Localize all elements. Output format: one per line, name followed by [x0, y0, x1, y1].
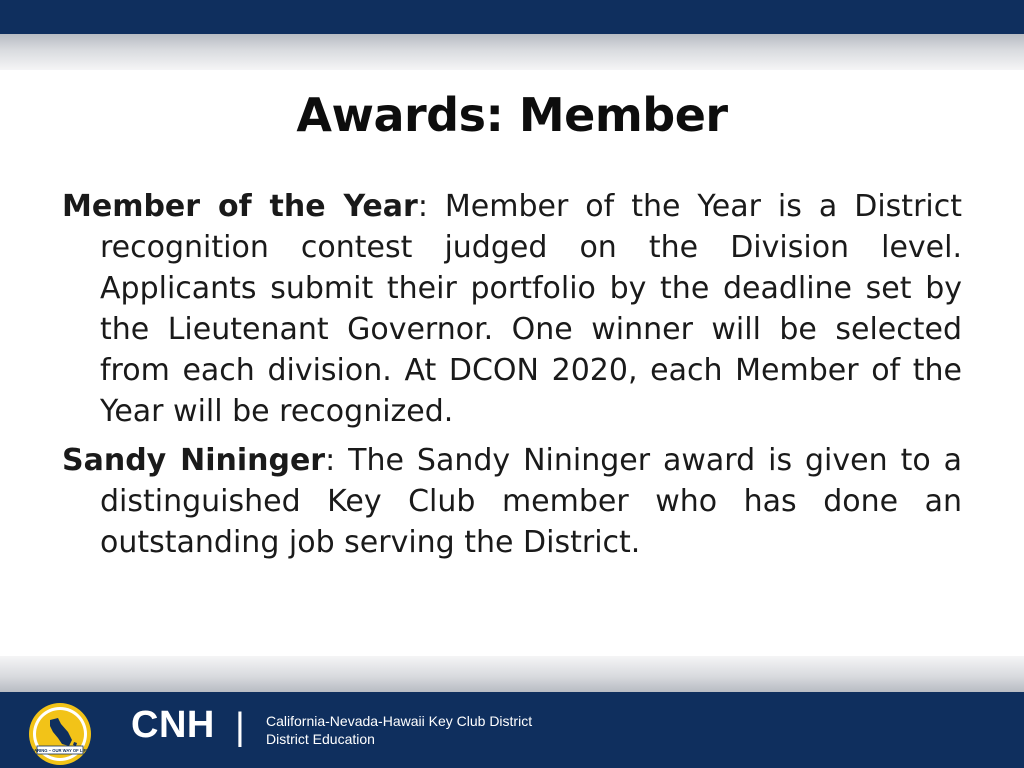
paragraph-sandy-nininger: [62, 440, 962, 563]
paragraph-label: Sandy Nininger: [62, 443, 326, 478]
slide-title: Awards: Member: [296, 88, 728, 142]
district-name: California-Nevada-Hawaii Key Club District: [266, 713, 533, 729]
paragraph-text: : Member of the Year is a District recognition contest judged on the Division level. Applicants submit their portfolio by the deadline set by the Lieutenant Governor. One winner will be selected from each division. At DCON 2020, each Member of the Year will be recognized.: [100, 189, 962, 429]
footer-bar: [0, 692, 1024, 768]
brand-separator: |: [235, 706, 245, 748]
department-name: District Education: [266, 731, 375, 747]
key-club-seal-icon: [28, 702, 92, 766]
bottom-gradient-band: [0, 656, 1024, 692]
top-gradient-band: [0, 34, 1024, 70]
paragraph-text: : The Sandy Nininger award is given to a distinguished Key Club member who has done an outstanding job serving the District.: [100, 443, 963, 560]
footer-text: [266, 712, 532, 748]
paragraph-label: Member of the Year: [62, 189, 418, 224]
top-bar: [0, 0, 1024, 34]
brand-logo: CNH: [131, 704, 215, 746]
slide-body: [62, 186, 962, 571]
paragraph-member-of-the-year: [62, 186, 962, 432]
seal-banner-text: CARING – OUR WAY OF LIFE: [31, 748, 89, 753]
